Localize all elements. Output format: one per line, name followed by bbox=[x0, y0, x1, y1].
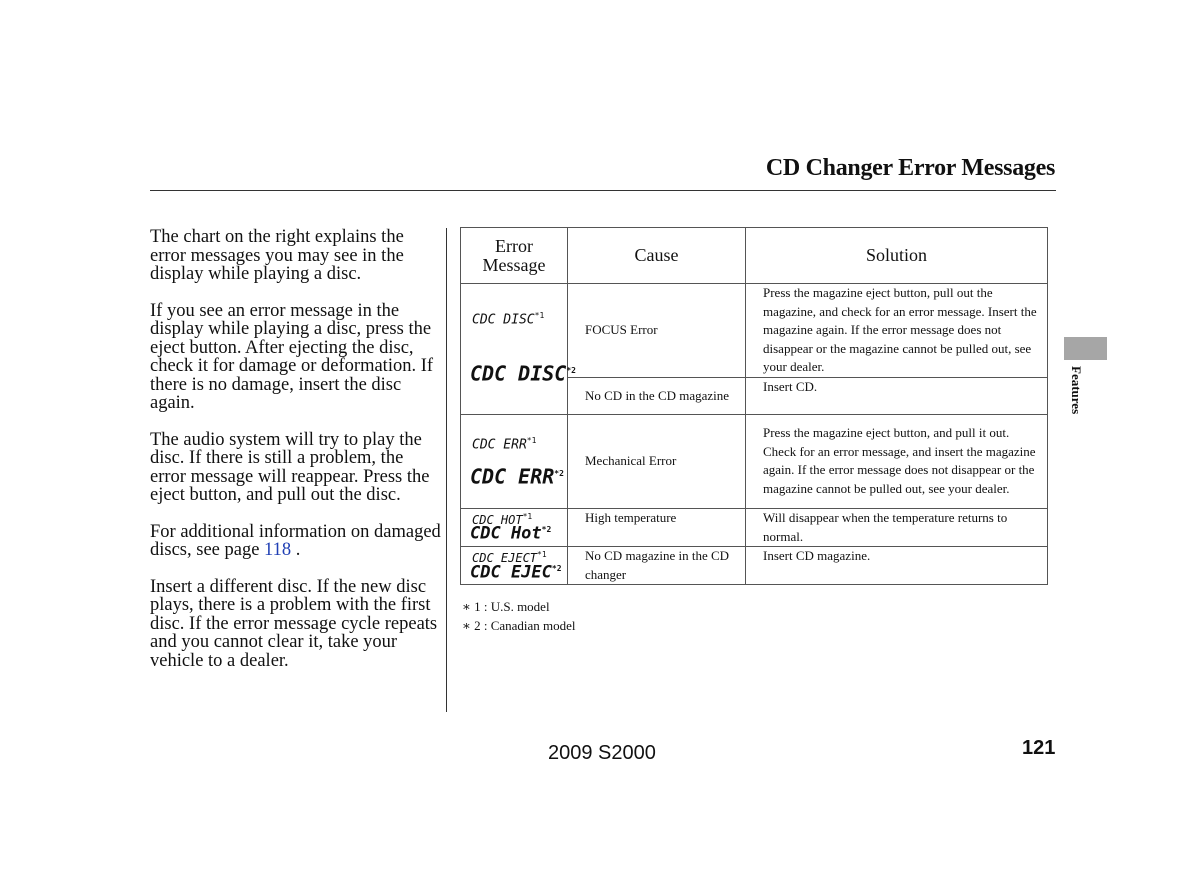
cause-cell: Mechanical Error bbox=[568, 414, 746, 508]
footnote-canadian-model: ∗ 2 : Canadian model bbox=[462, 618, 576, 633]
lcd-display-canada: CDC EJEC$^{*2}$ bbox=[470, 562, 562, 583]
display-cell bbox=[461, 547, 568, 585]
cause-cell: FOCUS Error bbox=[568, 284, 746, 378]
table-row bbox=[461, 284, 1048, 378]
header-error-line2: Message bbox=[482, 254, 546, 275]
intro-text bbox=[150, 228, 442, 688]
header-cause: Cause bbox=[568, 228, 746, 284]
table-row bbox=[461, 508, 1048, 546]
paragraph-5: Insert a different disc. If the new disc plays, there is a problem with the first disc. If the error message cycle repeats and you cannot clear it, take your vehicle to a dealer. bbox=[150, 576, 438, 671]
title-divider bbox=[150, 190, 1056, 191]
lcd-display-canada: CDC DISC$^{*2}$ bbox=[470, 361, 576, 386]
solution-cell: Will disappear when the temperature returns to normal. bbox=[746, 508, 1048, 546]
page-link-118[interactable]: 118 bbox=[264, 540, 292, 560]
paragraph-3: The audio system will try to play the disc. If there is still a problem, the error message will reappear. Press the eject button, and pull out the disc. bbox=[150, 429, 430, 505]
cause-cell: High temperature bbox=[568, 508, 746, 546]
lcd-display-us: CDC ERR$^{*1}$ bbox=[472, 435, 537, 453]
column-divider bbox=[446, 228, 447, 712]
paragraph-1: The chart on the right explains the error messages you may see in the display while playing a disc. bbox=[150, 227, 404, 284]
solution-cell: Press the magazine eject button, and pull it out. Check for an error message, and insert the magazine again. If the error message does not disappear or the magazine cannot be pulled out, see your dealer. bbox=[746, 414, 1048, 508]
display-cell bbox=[461, 414, 568, 508]
display-cell bbox=[461, 508, 568, 546]
footnote-us-model: ∗ 1 : U.S. model bbox=[462, 599, 550, 614]
paragraph-4-end: . bbox=[291, 540, 301, 560]
solution-cell: Insert CD magazine. bbox=[746, 547, 1048, 585]
table-row bbox=[461, 547, 1048, 585]
table-row bbox=[461, 414, 1048, 508]
header-error-message bbox=[461, 228, 568, 284]
display-cell bbox=[461, 284, 576, 415]
lcd-display-us: CDC DISC$^{*1}$ bbox=[472, 311, 545, 328]
footer-model: 2009 S2000 bbox=[548, 742, 656, 764]
section-tab-marker bbox=[1064, 337, 1107, 360]
cause-cell: No CD magazine in the CD changer bbox=[568, 547, 746, 585]
lcd-display-us: CDC EJECT$^{*1}$ bbox=[472, 550, 547, 566]
table-header-row bbox=[461, 228, 1048, 284]
header-error-line1: Error bbox=[495, 235, 533, 256]
page-title: CD Changer Error Messages bbox=[765, 155, 1055, 181]
page-number: 121 bbox=[1022, 737, 1056, 759]
solution-cell: Insert CD. bbox=[746, 377, 1048, 414]
paragraph-4-text: For additional information on damaged discs, see page bbox=[150, 521, 441, 560]
lcd-display-canada: CDC ERR$^{*2}$ bbox=[470, 464, 564, 489]
solution-cell: Press the magazine eject button, pull out the magazine, and check for an error message. Insert the magazine again. If the error message does not disappear or the magazine cannot be pulled out, see your dealer. bbox=[746, 284, 1048, 378]
paragraph-4 bbox=[150, 523, 442, 560]
error-messages-table bbox=[460, 227, 1048, 585]
section-tab-label: Features bbox=[1069, 366, 1084, 415]
lcd-display-us: CDC HOT$^{*1}$ bbox=[472, 511, 533, 527]
header-solution: Solution bbox=[746, 228, 1048, 284]
paragraph-2: If you see an error message in the display while playing a disc, press the eject button. After ejecting the disc, check it for damage or deformation. If there is no damage, insert the disc again. bbox=[150, 300, 434, 413]
cause-cell: No CD in the CD magazine bbox=[568, 377, 746, 414]
lcd-display-canada: CDC Hot$^{*2}$ bbox=[470, 523, 552, 544]
